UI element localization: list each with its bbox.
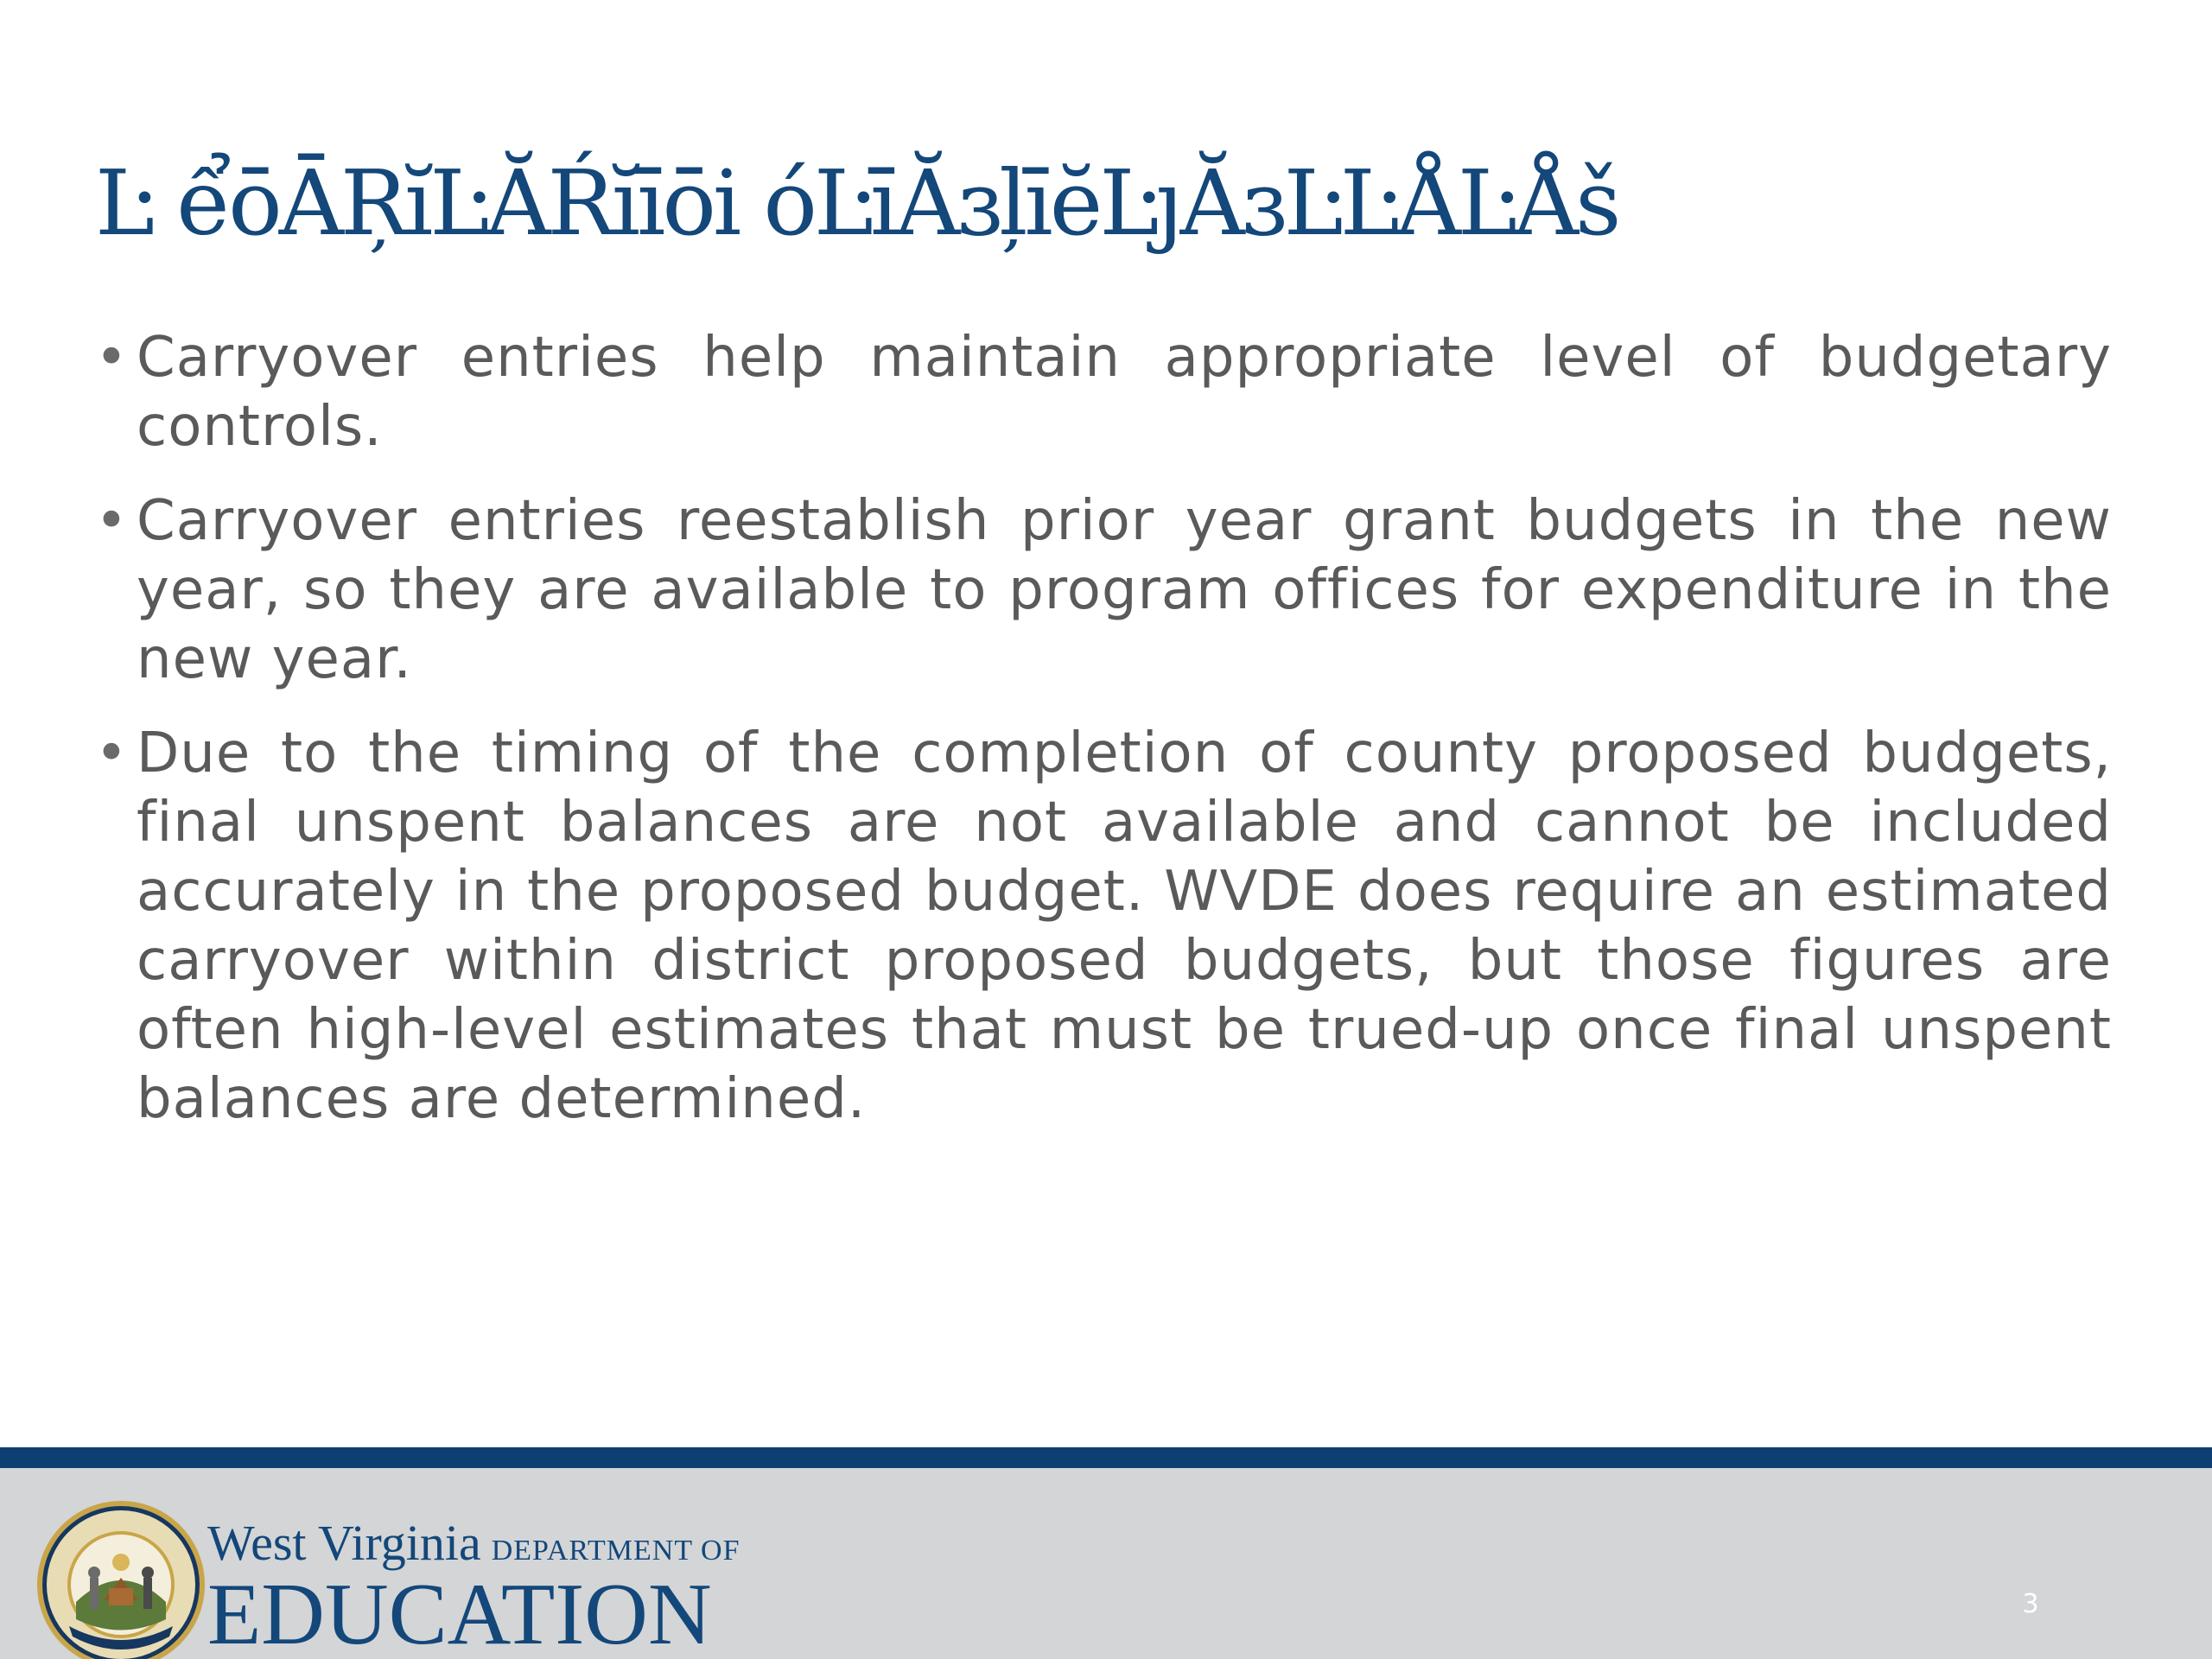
logo-department-of: DEPARTMENT OF	[491, 1535, 741, 1567]
page-number: 3	[2022, 1589, 2039, 1619]
logo-state-name: West Virginia	[207, 1515, 481, 1571]
bullet-marker: •	[95, 489, 129, 553]
logo-education: EDUCATION	[207, 1566, 712, 1659]
footer	[0, 1447, 2212, 1659]
bullet-text: Due to the timing of the completion of county proposed budgets, final unspent balances are not available and cannot be included accurately in the proposed budget. WVDE does require an estimated carryover within district proposed budgets, but those figures are often high-level estimates that must be trued-up once final unspent balances are determined.	[137, 721, 2112, 1131]
bullet-item	[93, 486, 2112, 694]
bullet-marker: •	[95, 721, 129, 785]
bullet-list	[93, 323, 2112, 1159]
bullet-item	[93, 323, 2112, 461]
slide-title: Ŀ ểōĀŖĭĿĂŔĭīōi óĿīĂɜļīĕĿȷĂɜĿĿÅĿÅš	[95, 150, 1618, 256]
bullet-text: Carryover entries help maintain appropriate level of budgetary controls.	[137, 326, 2112, 459]
footer-band	[0, 1468, 2212, 1659]
bullet-marker: •	[95, 326, 129, 390]
wvde-logo	[207, 1516, 778, 1659]
state-seal-icon	[35, 1498, 207, 1659]
bullet-text: Carryover entries reestablish prior year grant budgets in the new year, so they are available to program offices for expenditure in the new year.	[137, 489, 2112, 691]
bullet-item	[93, 719, 2112, 1134]
footer-stripe	[0, 1447, 2212, 1468]
